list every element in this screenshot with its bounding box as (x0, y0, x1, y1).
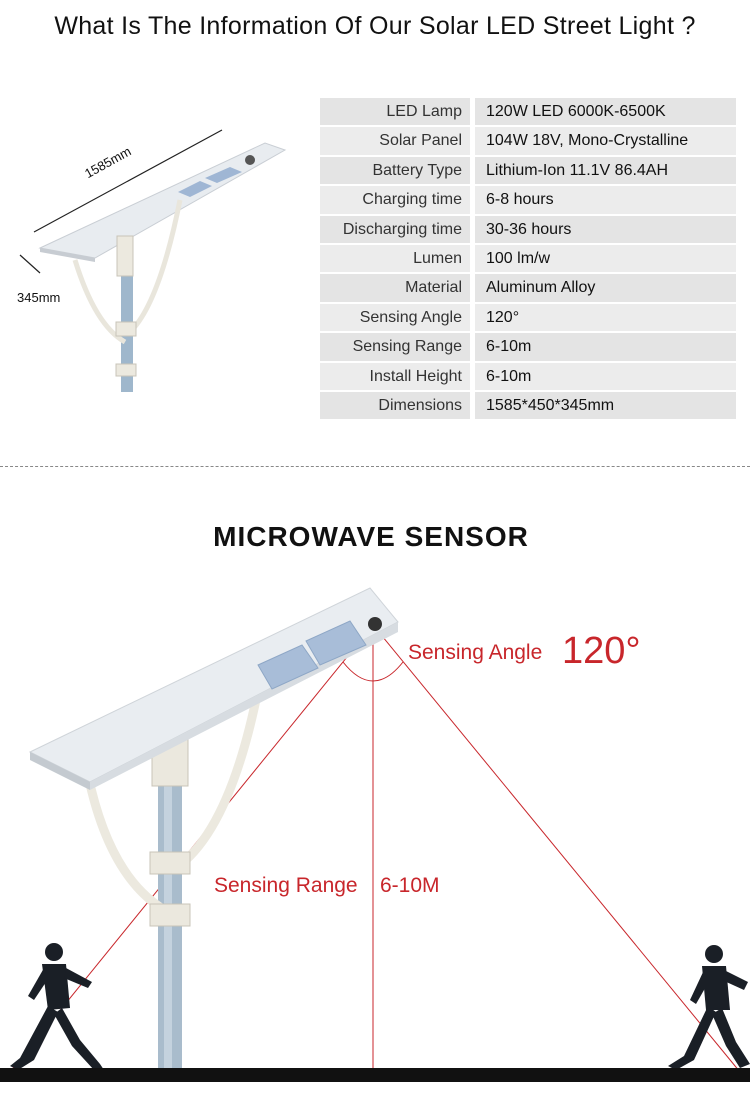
spec-value: 104W 18V, Mono-Crystalline (475, 127, 736, 154)
spec-row (320, 245, 736, 272)
section-divider (0, 466, 750, 467)
spec-value: 6-10m (475, 363, 736, 390)
spec-row (320, 333, 736, 360)
width-dimension-label: 345mm (17, 290, 61, 305)
spec-value: 30-36 hours (475, 216, 736, 243)
spec-label: Solar Panel (320, 127, 470, 154)
spec-label: Discharging time (320, 216, 470, 243)
spec-label: Material (320, 274, 470, 301)
spec-row (320, 304, 736, 331)
spec-row (320, 127, 736, 154)
spec-row (320, 186, 736, 213)
page-title: What Is The Information Of Our Solar LED Street Light ? (54, 12, 696, 40)
spec-row (320, 216, 736, 243)
spec-row (320, 392, 736, 419)
spec-value: Aluminum Alloy (475, 274, 736, 301)
sensing-range-value: 6-10M (380, 874, 440, 897)
spec-value: 100 lm/w (475, 245, 736, 272)
spec-label: Install Height (320, 363, 470, 390)
sensing-angle-value: 120° (562, 630, 641, 672)
spec-value: 120° (475, 304, 736, 331)
spec-label: Sensing Angle (320, 304, 470, 331)
spec-label: LED Lamp (320, 98, 470, 125)
spec-value: 1585*450*345mm (475, 392, 736, 419)
spec-label: Sensing Range (320, 333, 470, 360)
spec-value: 6-8 hours (475, 186, 736, 213)
length-dimension-label: 1585mm (82, 143, 134, 182)
spec-row (320, 157, 736, 184)
spec-label: Charging time (320, 186, 470, 213)
spec-label: Battery Type (320, 157, 470, 184)
spec-row (320, 363, 736, 390)
spec-table (320, 98, 736, 421)
spec-value: 120W LED 6000K-6500K (475, 98, 736, 125)
spec-value: Lithium-Ion 11.1V 86.4AH (475, 157, 736, 184)
spec-row (320, 98, 736, 125)
product-dimension-diagram (0, 80, 310, 410)
spec-label: Dimensions (320, 392, 470, 419)
spec-label: Lumen (320, 245, 470, 272)
spec-value: 6-10m (475, 333, 736, 360)
sensing-range-label: Sensing Range (214, 874, 358, 897)
sensing-angle-label: Sensing Angle (408, 641, 543, 664)
section-title: MICROWAVE SENSOR (213, 521, 529, 552)
spec-row (320, 274, 736, 301)
